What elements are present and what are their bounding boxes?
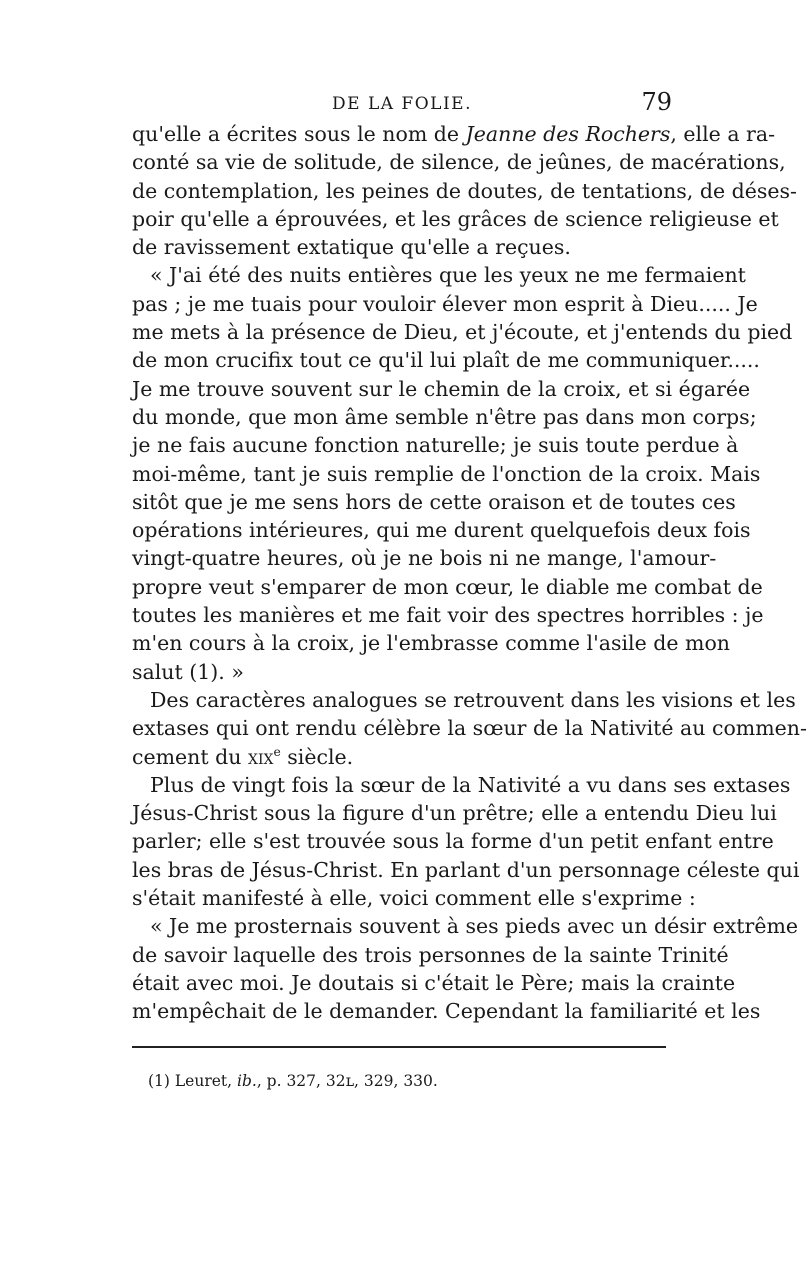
page-number: 79: [641, 88, 672, 116]
text-segment: , elle a ra-: [670, 122, 776, 146]
text-segment: cement du: [132, 744, 248, 769]
text-line: pas ; je me tuais pour vouloir élever mon esprit à Dieu..... Je: [132, 291, 758, 316]
text-line: Des caractères analogues se retrouvent dans les visions et les: [150, 687, 796, 712]
text-line: toutes les manières et me fait voir des spectres horribles : je: [132, 603, 764, 628]
text-line: parler; elle s'est trouvée sous la forme d'un petit enfant entre: [132, 829, 774, 854]
text-line: du monde, que mon âme semble n'être pas dans mon corps;: [132, 404, 757, 429]
text-line: opérations intérieures, qui me durent quelquefois deux fois: [132, 518, 751, 543]
text-line: Je me trouve souvent sur le chemin de la croix, et si égarée: [132, 376, 751, 401]
text-line: les bras de Jésus-Christ. En parlant d'un personnage céleste qui: [132, 857, 800, 882]
text-line: poir qu'elle a éprouvées, et les grâces de science religieuse et: [132, 206, 779, 231]
text-line: s'était manifesté à elle, voici comment elle s'exprime :: [132, 886, 696, 911]
text-line: conté sa vie de solitude, de silence, de jeûnes, de macérations,: [132, 150, 786, 175]
text-line: me mets à la présence de Dieu, et j'écoute, et j'entends du pied: [132, 320, 793, 345]
text-line: « J'ai été des nuits entières que les yeux ne me fermaient: [150, 263, 746, 288]
footnote: [148, 1072, 438, 1090]
running-title: DE LA FOLIE.: [332, 94, 472, 114]
text-line: je ne fais aucune fonction naturelle; je suis toute perdue à: [132, 433, 739, 458]
italic-title: Jeanne des Rochers: [465, 122, 671, 146]
text-line: salut (1). »: [132, 659, 244, 684]
text-line: Jésus-Christ sous la figure d'un prêtre; elle a entendu Dieu lui: [132, 801, 777, 826]
footnote-italic: ib.: [237, 1072, 257, 1090]
text-line: de savoir laquelle des trois personnes de la sainte Trinité: [132, 942, 729, 967]
text-line: [132, 743, 672, 771]
text-line: de ravissement extatique qu'elle a reçues.: [132, 235, 571, 260]
text-line: moi-même, tant je suis remplie de l'onction de la croix. Mais: [132, 461, 761, 486]
text-line: sitôt que je me sens hors de cette oraison et de toutes ces: [132, 489, 736, 514]
text-line: vingt-quatre heures, où je ne bois ni ne mange, l'amour-: [132, 546, 717, 571]
text-line: Plus de vingt fois la sœur de la Nativité a vu dans ses extases: [150, 772, 791, 797]
body-text: [132, 120, 807, 1026]
text-line: de contemplation, les peines de doutes, de tentations, de déses-: [132, 178, 797, 203]
text-line: m'empêchait de le demander. Cependant la familiarité et les: [132, 999, 761, 1024]
text-segment: siècle.: [280, 744, 354, 769]
footnote-suffix: , p. 327, 32ʟ, 329, 330.: [256, 1072, 438, 1090]
text-line: « Je me prosternais souvent à ses pieds avec un désir extrême: [150, 914, 799, 939]
superscript: e: [273, 744, 281, 759]
text-line: de mon crucifix tout ce qu'il lui plaît de me communiquer.....: [132, 348, 760, 373]
running-header: [132, 88, 672, 122]
text-segment: qu'elle a écrites sous le nom de: [132, 122, 466, 146]
footnote-rule: [132, 1046, 666, 1048]
text-line: extases qui ont rendu célèbre la sœur de la Nativité au commen-: [132, 716, 807, 741]
text-line: m'en cours à la croix, je l'embrasse comme l'asile de mon: [132, 631, 730, 656]
text-line: propre veut s'emparer de mon cœur, le diable me combat de: [132, 574, 763, 599]
century-numeral: xix: [247, 744, 274, 769]
footnote-prefix: (1) Leuret,: [148, 1072, 237, 1090]
text-line: [132, 120, 776, 148]
text-line: était avec moi. Je doutais si c'était le Père; mais la crainte: [132, 970, 736, 995]
